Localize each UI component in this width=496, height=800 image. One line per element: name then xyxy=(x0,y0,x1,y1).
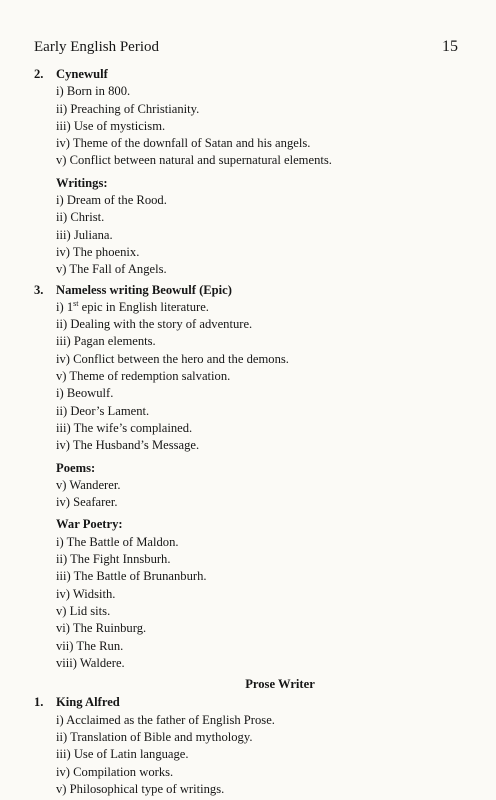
subheading-writings: Writings: xyxy=(56,175,108,190)
list-item: iv) Conflict between the hero and the demons. xyxy=(56,351,289,366)
section-title: Cynewulf xyxy=(56,67,108,81)
list-item: ii) Translation of Bible and mythology. xyxy=(56,729,253,744)
list-item: iv) The Husband’s Message. xyxy=(56,438,200,453)
list-item: i) The Battle of Maldon. xyxy=(56,534,179,549)
list-item: ii) The Fight Innsburh. xyxy=(56,552,171,567)
list-item: iv) The phoenix. xyxy=(56,244,140,259)
section-king-alfred xyxy=(34,694,466,798)
list-item: iv) Widsith. xyxy=(56,586,116,601)
list-item: i) 1st epic in English literature. xyxy=(56,298,209,314)
list-item: vi) The Ruinburg. xyxy=(56,621,147,636)
list-item: ii) Deor’s Lament. xyxy=(56,403,150,418)
list-item: v) Conflict between natural and supernatural elements. xyxy=(56,153,332,168)
list-item: iii) The Battle of Brunanburh. xyxy=(56,569,207,584)
list-item: iii) The wife’s complained. xyxy=(56,420,193,435)
section-cynewulf xyxy=(34,66,466,279)
list-item: v) Lid sits. xyxy=(56,603,111,618)
list-item: viii) Waldere. xyxy=(56,655,125,670)
page-content xyxy=(34,66,466,798)
list-item: v) Theme of redemption salvation. xyxy=(56,369,231,384)
section-number: 3. xyxy=(34,282,44,297)
list-item: ii) Preaching of Christianity. xyxy=(56,101,200,116)
list-item: v) Wanderer. xyxy=(56,477,121,492)
section-beowulf xyxy=(34,282,466,673)
list-item: ii) Christ. xyxy=(56,210,105,225)
section-number: 2. xyxy=(34,67,44,81)
list-item: v) The Fall of Angels. xyxy=(56,262,167,277)
list-item: iii) Use of mysticism. xyxy=(56,118,166,133)
list-item: i) Beowulf. xyxy=(56,386,114,401)
list-item: vii) The Run. xyxy=(56,638,124,653)
list-item: iii) Pagan elements. xyxy=(56,334,156,349)
subheading-war-poetry: War Poetry: xyxy=(56,517,123,532)
list-item: v) Philosophical type of writings. xyxy=(56,781,225,796)
list-item: iv) Seafarer. xyxy=(56,495,118,510)
list-item: iii) Use of Latin language. xyxy=(56,747,189,762)
page-header xyxy=(34,38,458,56)
list-item: i) Dream of the Rood. xyxy=(56,193,167,208)
section-heading-prose-writer: Prose Writer xyxy=(245,677,315,692)
section-number: 1. xyxy=(34,695,44,710)
section-title: King Alfred xyxy=(56,695,120,710)
subheading-poems: Poems: xyxy=(56,460,96,475)
list-item: iv) Compilation works. xyxy=(56,764,174,779)
list-item: iv) Theme of the downfall of Satan and his angels. xyxy=(56,136,311,151)
list-item: i) Acclaimed as the father of English Prose. xyxy=(56,712,275,727)
page-number: 15 xyxy=(442,38,458,55)
list-item: i) Born in 800. xyxy=(56,84,131,99)
list-item: iii) Juliana. xyxy=(56,227,113,242)
list-item: ii) Dealing with the story of adventure. xyxy=(56,317,253,332)
section-title: Nameless writing Beowulf (Epic) xyxy=(56,282,232,297)
running-title: Early English Period xyxy=(34,39,159,55)
